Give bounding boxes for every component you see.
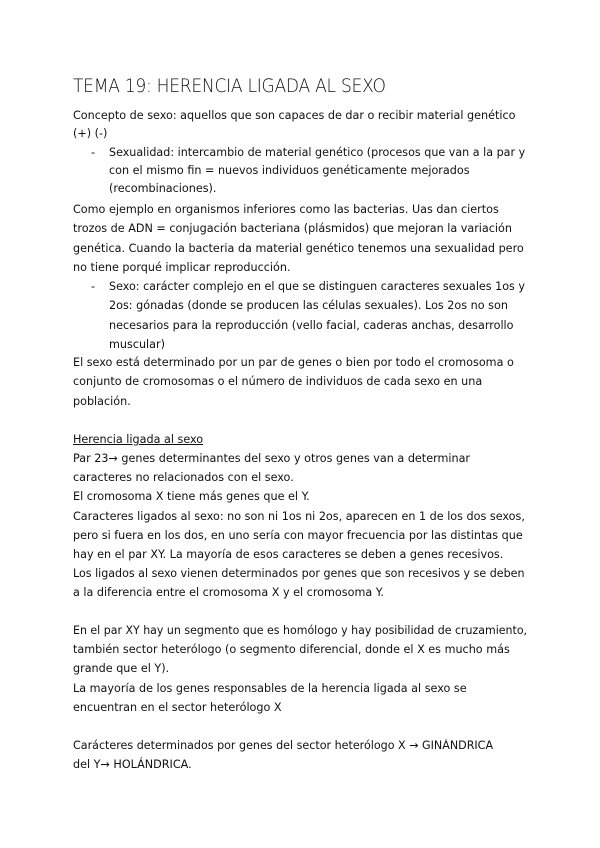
text-line: Concepto de sexo: aquellos que son capaces de dar o recibir material genético [73, 109, 516, 122]
text-line: (recombinaciones). [109, 182, 217, 195]
text-line: con el mismo fin = nuevos individuos genéticamente mejorados [109, 164, 470, 177]
text-line: muscular) [109, 337, 165, 351]
text-line: Par 23→ genes determinantes del sexo y otros genes van a determinar [73, 452, 471, 465]
text-line: Carácteres determinados por genes del sector heterólogo X → GINÁNDRICA [73, 739, 494, 752]
text-line: hay en el par XY. La mayoría de esos caracteres se deben a genes recesivos. [73, 548, 504, 561]
text-line: necesarios para la reproducción (vello facial, caderas anchas, desarrollo [109, 318, 514, 332]
text-line: Como ejemplo en organismos inferiores como las bacterias. Uas dan ciertos [73, 203, 499, 216]
text-line: del Y→ HOLÁNDRICA. [73, 758, 192, 772]
text-line: (+) (-) [73, 127, 108, 140]
text-line: trozos de ADN = conjugación bacteriana (plásmidos) que mejoran la variación [73, 222, 512, 236]
text-line: conjunto de cromosomas o el número de individuos de cada sexo en una [73, 375, 483, 389]
text-line: no tiene porqué implicar reproducción. [73, 260, 291, 274]
text-line: grande que el Y). [73, 662, 170, 676]
text-line: encuentran en el sector heterólogo X [73, 700, 282, 714]
text-line: Los ligados al sexo vienen determinados por genes que son recesivos y se deben [73, 567, 525, 581]
text-line: La mayoría de los genes responsables de la herencia ligada al sexo se [73, 681, 467, 695]
text-line: Caracteres ligados al sexo: no son ni 1os ni 2os, aparecen en 1 de los dos sexos, [73, 509, 525, 523]
text-line: El cromosoma X tiene más genes que el Y. [73, 490, 310, 504]
text-line: En el par XY hay un segmento que es homólogo y hay posibilidad de cruzamiento, [73, 624, 528, 637]
text-line: pero si fuera en los dos, en uno sería con mayor frecuencia por las distintas que [73, 528, 523, 542]
text-line: El sexo está determinado por un par de genes o bien por todo el cromosoma o [73, 356, 514, 369]
text-line: caracteres no relacionados con el sexo. [73, 471, 294, 485]
page-title: TEMA 19: HERENCIA LIGADA AL SEXO [73, 75, 386, 97]
bullet-marker: - [91, 146, 96, 159]
text-line: 2os: gónadas (donde se producen las células sexuales). Los 2os no son [109, 299, 508, 313]
text-line: Sexo: carácter complejo en el que se distinguen caracteres sexuales 1os y [109, 280, 525, 293]
text-line: Sexualidad: intercambio de material genético (procesos que van a la par y [109, 146, 526, 159]
text-line: también sector heterólogo (o segmento diferencial, donde el X es mucho más [73, 643, 510, 657]
text-line: a la diferencia entre el cromosoma X y el cromosoma Y. [73, 586, 384, 600]
text-line: población. [73, 394, 131, 408]
text-line: genética. Cuando la bacteria da material genético tenemos una sexualidad pero [73, 241, 524, 255]
section-heading: Herencia ligada al sexo [73, 433, 204, 446]
bullet-marker: - [91, 280, 96, 293]
